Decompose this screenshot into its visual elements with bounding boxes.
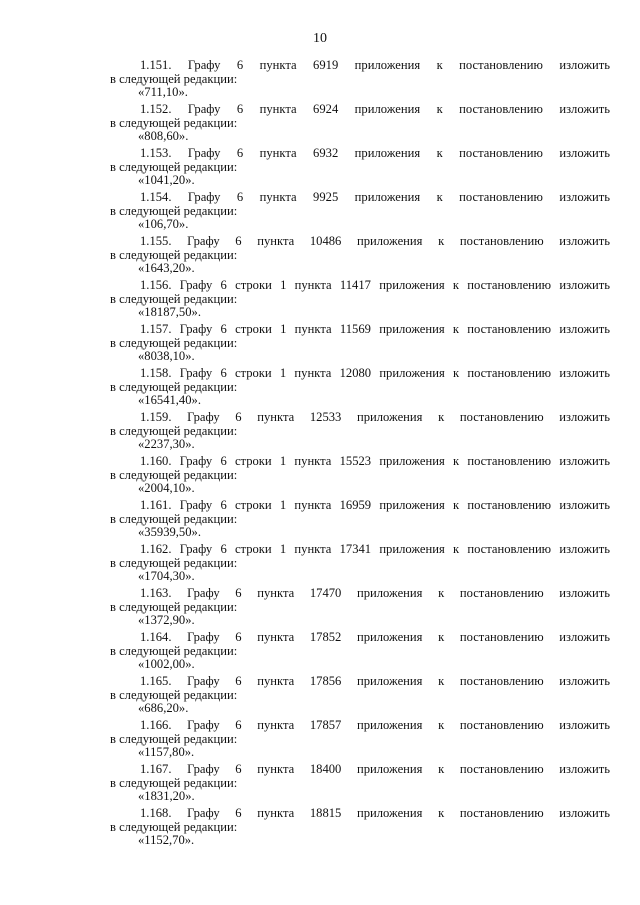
heading-word: Графу — [187, 191, 221, 204]
heading-word: постановлению — [467, 455, 552, 468]
heading-word: Графу — [179, 499, 213, 512]
heading-word: пункта — [257, 675, 295, 688]
amendment-heading — [140, 631, 610, 645]
amendment-item — [110, 499, 610, 543]
amendment-heading — [140, 807, 610, 821]
amendment-value: «1157,80». — [138, 745, 195, 759]
heading-word: пункта — [294, 543, 332, 556]
heading-word: пункта — [257, 719, 295, 732]
heading-word: постановлению — [467, 499, 552, 512]
heading-word: Графу — [187, 147, 221, 160]
amendment-heading — [140, 499, 610, 513]
heading-word: пункта — [259, 103, 297, 116]
heading-word: 17852 — [309, 631, 342, 644]
heading-word: приложения — [356, 631, 423, 644]
heading-word: постановлению — [467, 543, 552, 556]
amendment-value: «2004,10». — [138, 481, 195, 495]
heading-word: 15523 — [339, 455, 372, 468]
heading-word: 6 — [220, 367, 227, 380]
heading-word: постановлению — [459, 59, 543, 72]
heading-word: приложения — [379, 323, 445, 336]
amendment-heading — [140, 675, 610, 689]
heading-word: приложения — [354, 103, 421, 116]
heading-word: постановлению — [459, 807, 544, 820]
heading-word: пункта — [259, 191, 297, 204]
heading-word: изложить — [559, 675, 610, 688]
heading-word: пункта — [294, 367, 332, 380]
heading-word: изложить — [559, 543, 610, 556]
heading-word: к — [438, 587, 445, 600]
heading-word: 1 — [279, 499, 287, 512]
heading-word: изложить — [559, 719, 610, 732]
heading-word: 6 — [236, 59, 244, 72]
heading-word: приложения — [356, 675, 423, 688]
amendment-item — [110, 807, 610, 851]
amendment-value: «1831,20». — [138, 789, 195, 803]
heading-word: 1 — [280, 323, 287, 336]
heading-word: приложения — [354, 147, 421, 160]
heading-word: 6 — [235, 631, 242, 644]
heading-word: изложить — [559, 807, 610, 820]
heading-word: 1.163. — [140, 587, 172, 600]
heading-word: 6 — [220, 455, 227, 468]
amendment-value: «686,20». — [138, 701, 189, 715]
heading-word: приложения — [354, 59, 421, 72]
amendment-value: «16541,40». — [138, 393, 201, 407]
amendment-intro: в следующей редакции: — [110, 731, 238, 746]
heading-word: Графу — [187, 719, 220, 732]
amendment-value: «1041,20». — [138, 173, 195, 187]
amendment-value: «1002,00». — [138, 657, 195, 671]
amendment-item — [110, 719, 610, 763]
amendment-heading — [140, 323, 610, 337]
amendment-value: «18187,50». — [138, 305, 201, 319]
heading-word: к — [452, 367, 460, 380]
heading-word: приложения — [354, 191, 421, 204]
amendment-item — [110, 147, 610, 191]
heading-word: 6919 — [313, 59, 339, 72]
heading-word: 17857 — [309, 719, 342, 732]
heading-word: изложить — [559, 499, 610, 512]
heading-word: изложить — [559, 103, 610, 116]
heading-word: 1.166. — [140, 719, 172, 732]
heading-word: Графу — [187, 411, 220, 424]
amendment-intro: в следующей редакции: — [110, 423, 238, 438]
heading-word: 6 — [235, 719, 242, 732]
heading-word: изложить — [559, 147, 610, 160]
amendment-intro: в следующей редакции: — [110, 159, 238, 174]
heading-word: постановлению — [459, 631, 544, 644]
heading-word: к — [452, 499, 460, 512]
heading-word: 1.162. — [140, 543, 172, 556]
amendment-value: «2237,30». — [138, 437, 195, 451]
heading-word: изложить — [559, 455, 610, 468]
heading-word: к — [438, 675, 445, 688]
heading-word: изложить — [559, 279, 610, 292]
heading-word: Графу — [187, 631, 220, 644]
amendment-intro: в следующей редакции: — [110, 335, 238, 350]
heading-word: 6 — [220, 499, 227, 512]
heading-word: Графу — [179, 543, 213, 556]
amendment-value: «35939,50». — [138, 525, 201, 539]
amendment-heading — [140, 59, 610, 73]
heading-word: 6924 — [313, 103, 339, 116]
heading-word: пункта — [257, 763, 295, 776]
heading-word: Графу — [179, 367, 213, 380]
heading-word: пункта — [294, 455, 332, 468]
heading-word: к — [438, 631, 445, 644]
amendment-value: «106,70». — [138, 217, 189, 231]
heading-word: пункта — [257, 235, 295, 248]
heading-word: 6 — [236, 103, 244, 116]
amendment-value: «808,60». — [138, 129, 189, 143]
heading-word: 6932 — [313, 147, 339, 160]
heading-word: постановлению — [459, 719, 544, 732]
heading-word: к — [436, 103, 443, 116]
heading-word: 6 — [220, 279, 227, 292]
heading-word: приложения — [356, 235, 423, 248]
heading-word: к — [436, 59, 443, 72]
heading-word: 6 — [235, 675, 242, 688]
heading-word: строки — [235, 279, 272, 292]
heading-word: 1.168. — [140, 807, 172, 820]
heading-word: приложения — [356, 719, 423, 732]
heading-word: пункта — [294, 279, 332, 292]
amendment-intro: в следующей редакции: — [110, 467, 238, 482]
heading-word: строки — [234, 499, 272, 512]
amendment-item — [110, 411, 610, 455]
amendment-intro: в следующей редакции: — [110, 819, 238, 834]
heading-word: приложения — [379, 499, 445, 512]
amendment-value: «1643,20». — [138, 261, 195, 275]
amendment-value: «1704,30». — [138, 569, 195, 583]
heading-word: изложить — [559, 411, 610, 424]
amendment-value: «1152,70». — [138, 833, 195, 847]
heading-word: постановлению — [459, 235, 544, 248]
heading-word: 1.155. — [140, 235, 172, 248]
heading-word: Графу — [187, 587, 220, 600]
heading-word: 11417 — [339, 279, 371, 292]
amendment-intro: в следующей редакции: — [110, 379, 238, 394]
amendment-value: «8038,10». — [138, 349, 195, 363]
page-number: 10 — [313, 31, 327, 46]
heading-word: 6 — [235, 235, 242, 248]
heading-word: приложения — [356, 411, 423, 424]
amendment-item — [110, 323, 610, 367]
heading-word: к — [452, 279, 460, 292]
heading-word: постановлению — [459, 763, 544, 776]
heading-word: 17856 — [309, 675, 342, 688]
heading-word: 1 — [279, 455, 287, 468]
heading-word: 12080 — [339, 367, 372, 380]
heading-word: 10486 — [309, 235, 342, 248]
amendment-intro: в следующей редакции: — [110, 555, 238, 570]
amendment-heading — [140, 191, 610, 205]
heading-word: к — [452, 543, 460, 556]
heading-word: 17341 — [339, 543, 372, 556]
amendment-item — [110, 587, 610, 631]
heading-word: к — [452, 455, 460, 468]
heading-word: пункта — [257, 587, 295, 600]
amendment-intro: в следующей редакции: — [110, 775, 238, 790]
heading-word: изложить — [559, 367, 610, 380]
amendment-list — [110, 59, 610, 851]
heading-word: постановлению — [467, 367, 552, 380]
heading-word: 1 — [280, 279, 287, 292]
heading-word: приложения — [356, 587, 423, 600]
amendment-intro: в следующей редакции: — [110, 291, 238, 306]
amendment-value: «711,10». — [138, 85, 188, 99]
heading-word: 1.156. — [140, 279, 172, 292]
amendment-item — [110, 543, 610, 587]
heading-word: приложения — [356, 807, 423, 820]
amendment-heading — [140, 367, 610, 381]
heading-word: приложения — [379, 455, 445, 468]
heading-word: к — [436, 147, 443, 160]
amendment-item — [110, 191, 610, 235]
amendment-heading — [140, 147, 610, 161]
heading-word: приложения — [379, 543, 445, 556]
heading-word: к — [438, 411, 445, 424]
amendment-heading — [140, 235, 610, 249]
heading-word: изложить — [559, 763, 610, 776]
heading-word: к — [436, 191, 443, 204]
heading-word: к — [438, 719, 445, 732]
heading-word: 1.153. — [140, 147, 172, 160]
heading-word: постановлению — [459, 411, 544, 424]
heading-word: 6 — [235, 807, 242, 820]
heading-word: приложения — [379, 279, 445, 292]
heading-word: пункта — [257, 411, 295, 424]
amendment-heading — [140, 719, 610, 733]
heading-word: 1.159. — [140, 411, 172, 424]
heading-word: 18400 — [309, 763, 342, 776]
amendment-intro: в следующей редакции: — [110, 511, 238, 526]
amendment-intro: в следующей редакции: — [110, 599, 238, 614]
heading-word: постановлению — [467, 323, 552, 336]
heading-word: изложить — [559, 59, 610, 72]
heading-word: изложить — [559, 587, 610, 600]
heading-word: 9925 — [313, 191, 339, 204]
heading-word: 1.165. — [140, 675, 172, 688]
heading-word: 6 — [235, 587, 242, 600]
heading-word: строки — [234, 455, 272, 468]
amendment-intro: в следующей редакции: — [110, 247, 238, 262]
amendment-heading — [140, 279, 610, 293]
amendment-heading — [140, 543, 610, 557]
heading-word: изложить — [559, 323, 610, 336]
heading-word: 11569 — [339, 323, 371, 336]
amendment-intro: в следующей редакции: — [110, 115, 238, 130]
heading-word: приложения — [379, 367, 445, 380]
heading-word: 1.164. — [140, 631, 172, 644]
heading-word: пункта — [294, 323, 332, 336]
heading-word: пункта — [257, 807, 295, 820]
amendment-item — [110, 631, 610, 675]
heading-word: строки — [234, 367, 272, 380]
heading-word: изложить — [559, 235, 610, 248]
heading-word: 6 — [235, 763, 242, 776]
heading-word: Графу — [179, 323, 213, 336]
amendment-item — [110, 675, 610, 719]
heading-word: 17470 — [309, 587, 342, 600]
heading-word: Графу — [187, 59, 221, 72]
heading-word: пункта — [259, 147, 297, 160]
amendment-item — [110, 103, 610, 147]
heading-word: к — [438, 763, 445, 776]
heading-word: пункта — [294, 499, 332, 512]
amendment-item — [110, 763, 610, 807]
heading-word: 6 — [235, 411, 242, 424]
heading-word: Графу — [187, 235, 220, 248]
amendment-item — [110, 59, 610, 103]
heading-word: 6 — [220, 543, 227, 556]
amendment-heading — [140, 411, 610, 425]
heading-word: изложить — [559, 191, 610, 204]
heading-word: пункта — [259, 59, 297, 72]
amendment-item — [110, 235, 610, 279]
heading-word: постановлению — [459, 191, 543, 204]
heading-word: 1.161. — [140, 499, 172, 512]
heading-word: 6 — [236, 147, 244, 160]
heading-word: приложения — [356, 763, 423, 776]
heading-word: пункта — [257, 631, 295, 644]
heading-word: строки — [235, 323, 272, 336]
amendment-intro: в следующей редакции: — [110, 643, 238, 658]
heading-word: постановлению — [459, 147, 543, 160]
heading-word: 1.157. — [140, 323, 172, 336]
heading-word: к — [438, 235, 445, 248]
amendment-item — [110, 279, 610, 323]
heading-word: 1.152. — [140, 103, 172, 116]
heading-word: изложить — [559, 631, 610, 644]
heading-word: к — [438, 807, 445, 820]
heading-word: 6 — [236, 191, 244, 204]
heading-word: 1.151. — [140, 59, 172, 72]
amendment-heading — [140, 103, 610, 117]
amendment-heading — [140, 455, 610, 469]
amendment-intro: в следующей редакции: — [110, 71, 238, 86]
heading-word: постановлению — [459, 587, 544, 600]
heading-word: Графу — [187, 675, 220, 688]
heading-word: 16959 — [339, 499, 372, 512]
amendment-item — [110, 367, 610, 411]
amendment-value: «1372,90». — [138, 613, 195, 627]
heading-word: 1.158. — [140, 367, 172, 380]
amendment-heading — [140, 763, 610, 777]
heading-word: Графу — [179, 279, 213, 292]
heading-word: постановлению — [459, 103, 543, 116]
heading-word: к — [452, 323, 460, 336]
heading-word: Графу — [187, 763, 220, 776]
amendment-item — [110, 455, 610, 499]
heading-word: 12533 — [309, 411, 342, 424]
heading-word: 18815 — [309, 807, 342, 820]
heading-word: строки — [234, 543, 272, 556]
heading-word: 1 — [279, 543, 287, 556]
amendment-heading — [140, 587, 610, 601]
heading-word: 1 — [279, 367, 287, 380]
heading-word: постановлению — [467, 279, 552, 292]
amendment-intro: в следующей редакции: — [110, 203, 238, 218]
heading-word: Графу — [187, 807, 220, 820]
heading-word: 6 — [220, 323, 227, 336]
heading-word: Графу — [187, 103, 221, 116]
heading-word: 1.160. — [140, 455, 172, 468]
heading-word: 1.154. — [140, 191, 172, 204]
heading-word: 1.167. — [140, 763, 172, 776]
heading-word: Графу — [179, 455, 213, 468]
heading-word: постановлению — [459, 675, 544, 688]
amendment-intro: в следующей редакции: — [110, 687, 238, 702]
